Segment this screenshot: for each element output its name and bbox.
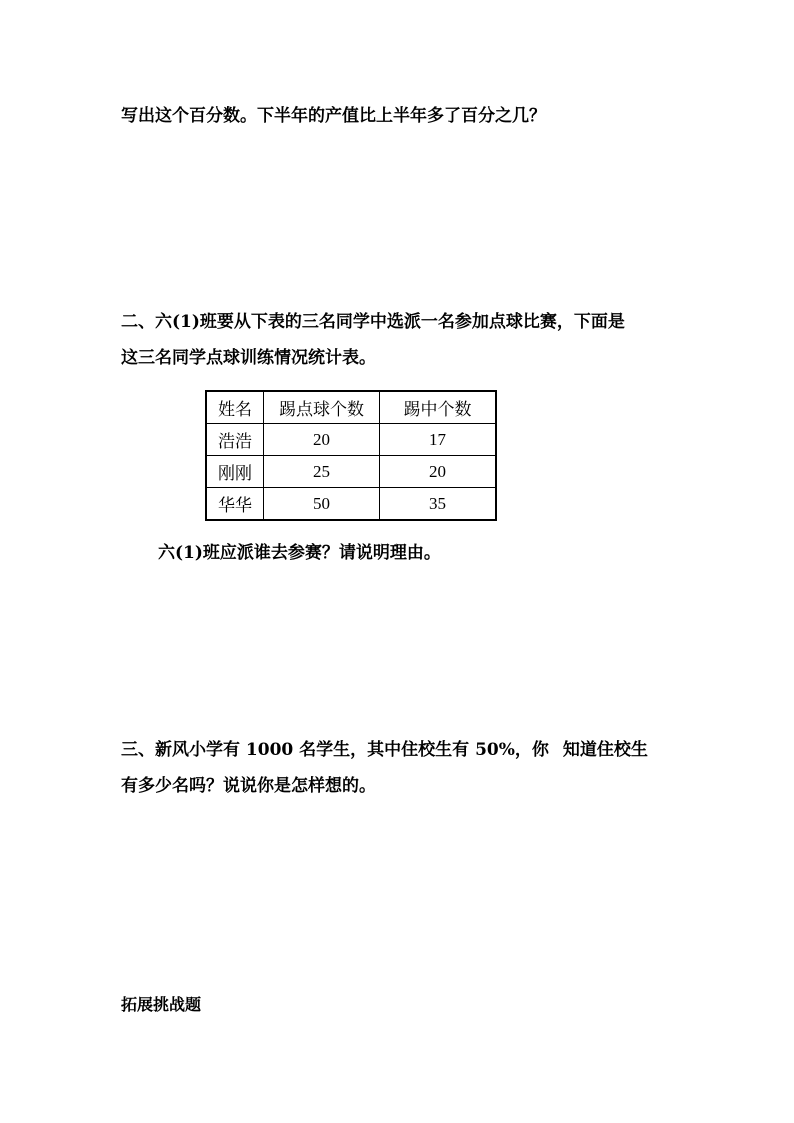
question-2-prompt: 六(1)班应派谁去参赛？请说明理由。 <box>158 543 441 563</box>
cell-attempts: 50 <box>264 488 380 521</box>
cell-hits: 20 <box>380 456 497 488</box>
cell-name: 华华 <box>206 488 264 521</box>
penalty-stats-table <box>205 390 497 521</box>
header-name: 姓名 <box>206 391 264 424</box>
question-3-line-1-part-b: 知道住校生 <box>562 740 648 760</box>
table-header-row <box>206 391 496 424</box>
table-row <box>206 488 496 521</box>
table-row <box>206 456 496 488</box>
cell-hits: 17 <box>380 424 497 456</box>
cell-attempts: 25 <box>264 456 380 488</box>
section-heading-extension: 拓展挑战题 <box>121 995 202 1014</box>
question-continuation-text: 写出这个百分数。下半年的产值比上半年多了百分之几？ <box>121 106 546 126</box>
table-row <box>206 424 496 456</box>
header-attempts: 踢点球个数 <box>264 391 380 424</box>
header-hits: 踢中个数 <box>380 391 497 424</box>
cell-hits: 35 <box>380 488 497 521</box>
question-3-line-1 <box>121 739 648 761</box>
cell-attempts: 20 <box>264 424 380 456</box>
cell-name: 浩浩 <box>206 424 264 456</box>
cell-name: 刚刚 <box>206 456 264 488</box>
question-3-line-2: 有多少名吗？说说你是怎样想的。 <box>121 776 376 796</box>
question-3-line-1-part-a: 三、新风小学有 1000 名学生，其中住校生有 50%，你 <box>121 740 549 760</box>
question-2-line-1: 二、六(1)班要从下表的三名同学中选派一名参加点球比赛，下面是 <box>121 312 625 332</box>
question-2-line-2: 这三名同学点球训练情况统计表。 <box>121 348 376 368</box>
